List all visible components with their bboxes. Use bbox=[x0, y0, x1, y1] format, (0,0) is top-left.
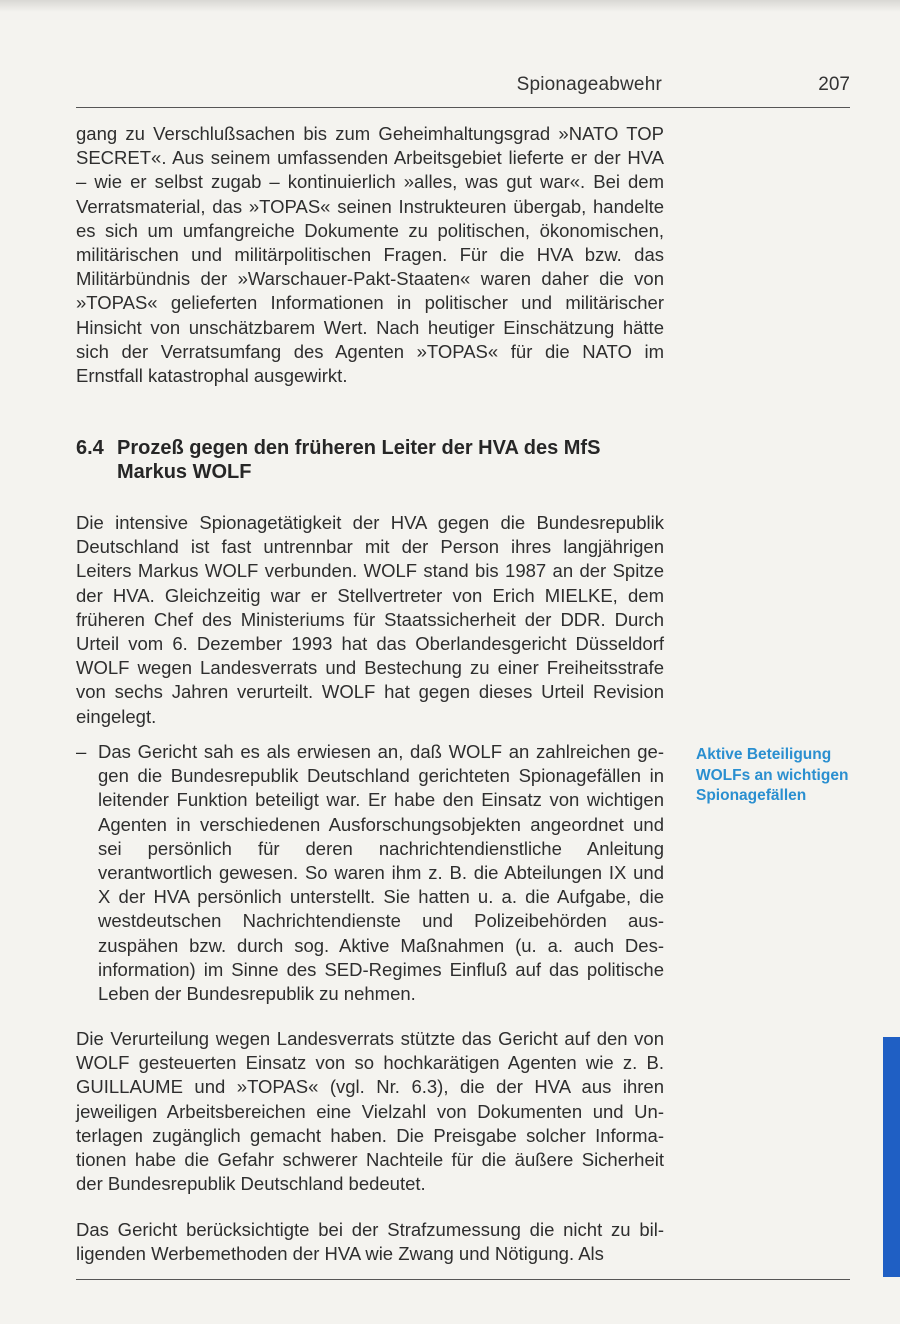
scan-edge bbox=[0, 0, 900, 12]
page-number: 207 bbox=[818, 74, 850, 95]
paragraph-verdict: Die Verurteilung wegen Landesverrats stützte das Gericht auf den von WOLF gesteuerten Einsatz von so hochkarätigen Agenten wie z. B. GUILLAUME und »TOPAS« (vgl. Nr. 6.3), die der HVA aus ihren jeweiligen Arbeitsbereichen eine Vielzahl von Dokumenten und Unterlagen zugänglich gemacht haben. Die Preisgabe solcher Informationen habe die Gefahr schwerer Nachteile für die äußere Sicherheit der Bundesrepublik Deutschland bedeutet. bbox=[76, 1028, 664, 1195]
running-title: Spionageabwehr bbox=[516, 74, 662, 95]
section-heading bbox=[76, 436, 664, 484]
section-title-line1: Prozeß gegen den früheren Leiter der HVA des MfS bbox=[117, 437, 601, 459]
header-rule bbox=[76, 107, 850, 108]
bullet-marker: – bbox=[76, 741, 87, 762]
page-header bbox=[76, 74, 850, 104]
footer-rule bbox=[76, 1279, 850, 1280]
paragraph-topas: gang zu Verschlußsachen bis zum Geheimhaltungsgrad »NATO TOP SECRET«. Aus seinem umfassenden Arbeitsgebiet lieferte er der HVA – wie er selbst zugab – kontinuierlich »alles, was gut war«. Bei dem Verratsmaterial, das »TOPAS« seinen Instrukteuren übergab, handelte es sich um umfangreiche Dokumente zu politischen, ökonomischen, militärischen und militärpolitischen Fragen. Für die HVA bzw. das Militärbündnis der »Warschauer-Pakt-Staaten« waren daher die von »TOPAS« gelieferten Informationen in politischer und militärischer Hinsicht von unschätzbarem Wert. Nach heutiger Einschätzung hätte sich der Verratsumfang des Agenten »TOPAS« für die NATO im Ernstfall katastrophal ausgewirkt. bbox=[76, 123, 664, 387]
bullet-text: Das Gericht sah es als erwiesen an, daß WOLF an zahlreichen gegen die Bundesrepublik Deutschland gerichteten Spionagefällen in leitender Funktion beteiligt war. Er habe den Einsatz von wichtigen Agenten in verschiedenen Ausforschungsobjekten angeordnet und sei persönlich für deren nachrichtendienstliche Anleitung verantwortlich gewesen. So waren ihm z. B. die Abteilungen IX und X der HVA persönlich unterstellt. Sie hatten u. a. die Aufgabe, die westdeutschen Nachrichtendienste und Polizeibehörden auszuspähen bzw. durch sog. Aktive Maßnahmen (u. a. auch Desinformation) im Sinne des SED-Regimes Einfluß auf das politische Leben der Bundesrepublik zu nehmen. bbox=[98, 741, 664, 1005]
thumb-index-tab bbox=[883, 1037, 900, 1277]
paragraph-wolf-intro: Die intensive Spionagetätigkeit der HVA gegen die Bundesrepublik Deutschland ist fast untrennbar mit der Person ihres langjährigen Leiters Markus WOLF verbunden. WOLF stand bis 1987 an der Spitze der HVA. Gleichzeitig war er Stellvertreter von Erich MIELKE, dem früheren Chef des Ministeriums für Staatssicherheit der DDR. Durch Urteil vom 6. Dezember 1993 hat das Oberlandesgericht Düsseldorf WOLF wegen Landesverrats und Bestechung zu einer Freiheitsstrafe von sechs Jahren verurteilt. WOLF hat gegen dieses Urteil Revision eingelegt. bbox=[76, 512, 664, 727]
paragraph-sentencing: Das Gericht berücksichtigte bei der Strafzumessung die nicht zu billigenden Werbemethoden der HVA wie Zwang und Nötigung. Als bbox=[76, 1219, 664, 1265]
section-number: 6.4 bbox=[76, 437, 104, 459]
section-title-line2: Markus WOLF bbox=[117, 461, 252, 483]
marginal-note: Aktive Beteiligung WOLFs an wichtigen Spionagefällen bbox=[696, 746, 849, 804]
